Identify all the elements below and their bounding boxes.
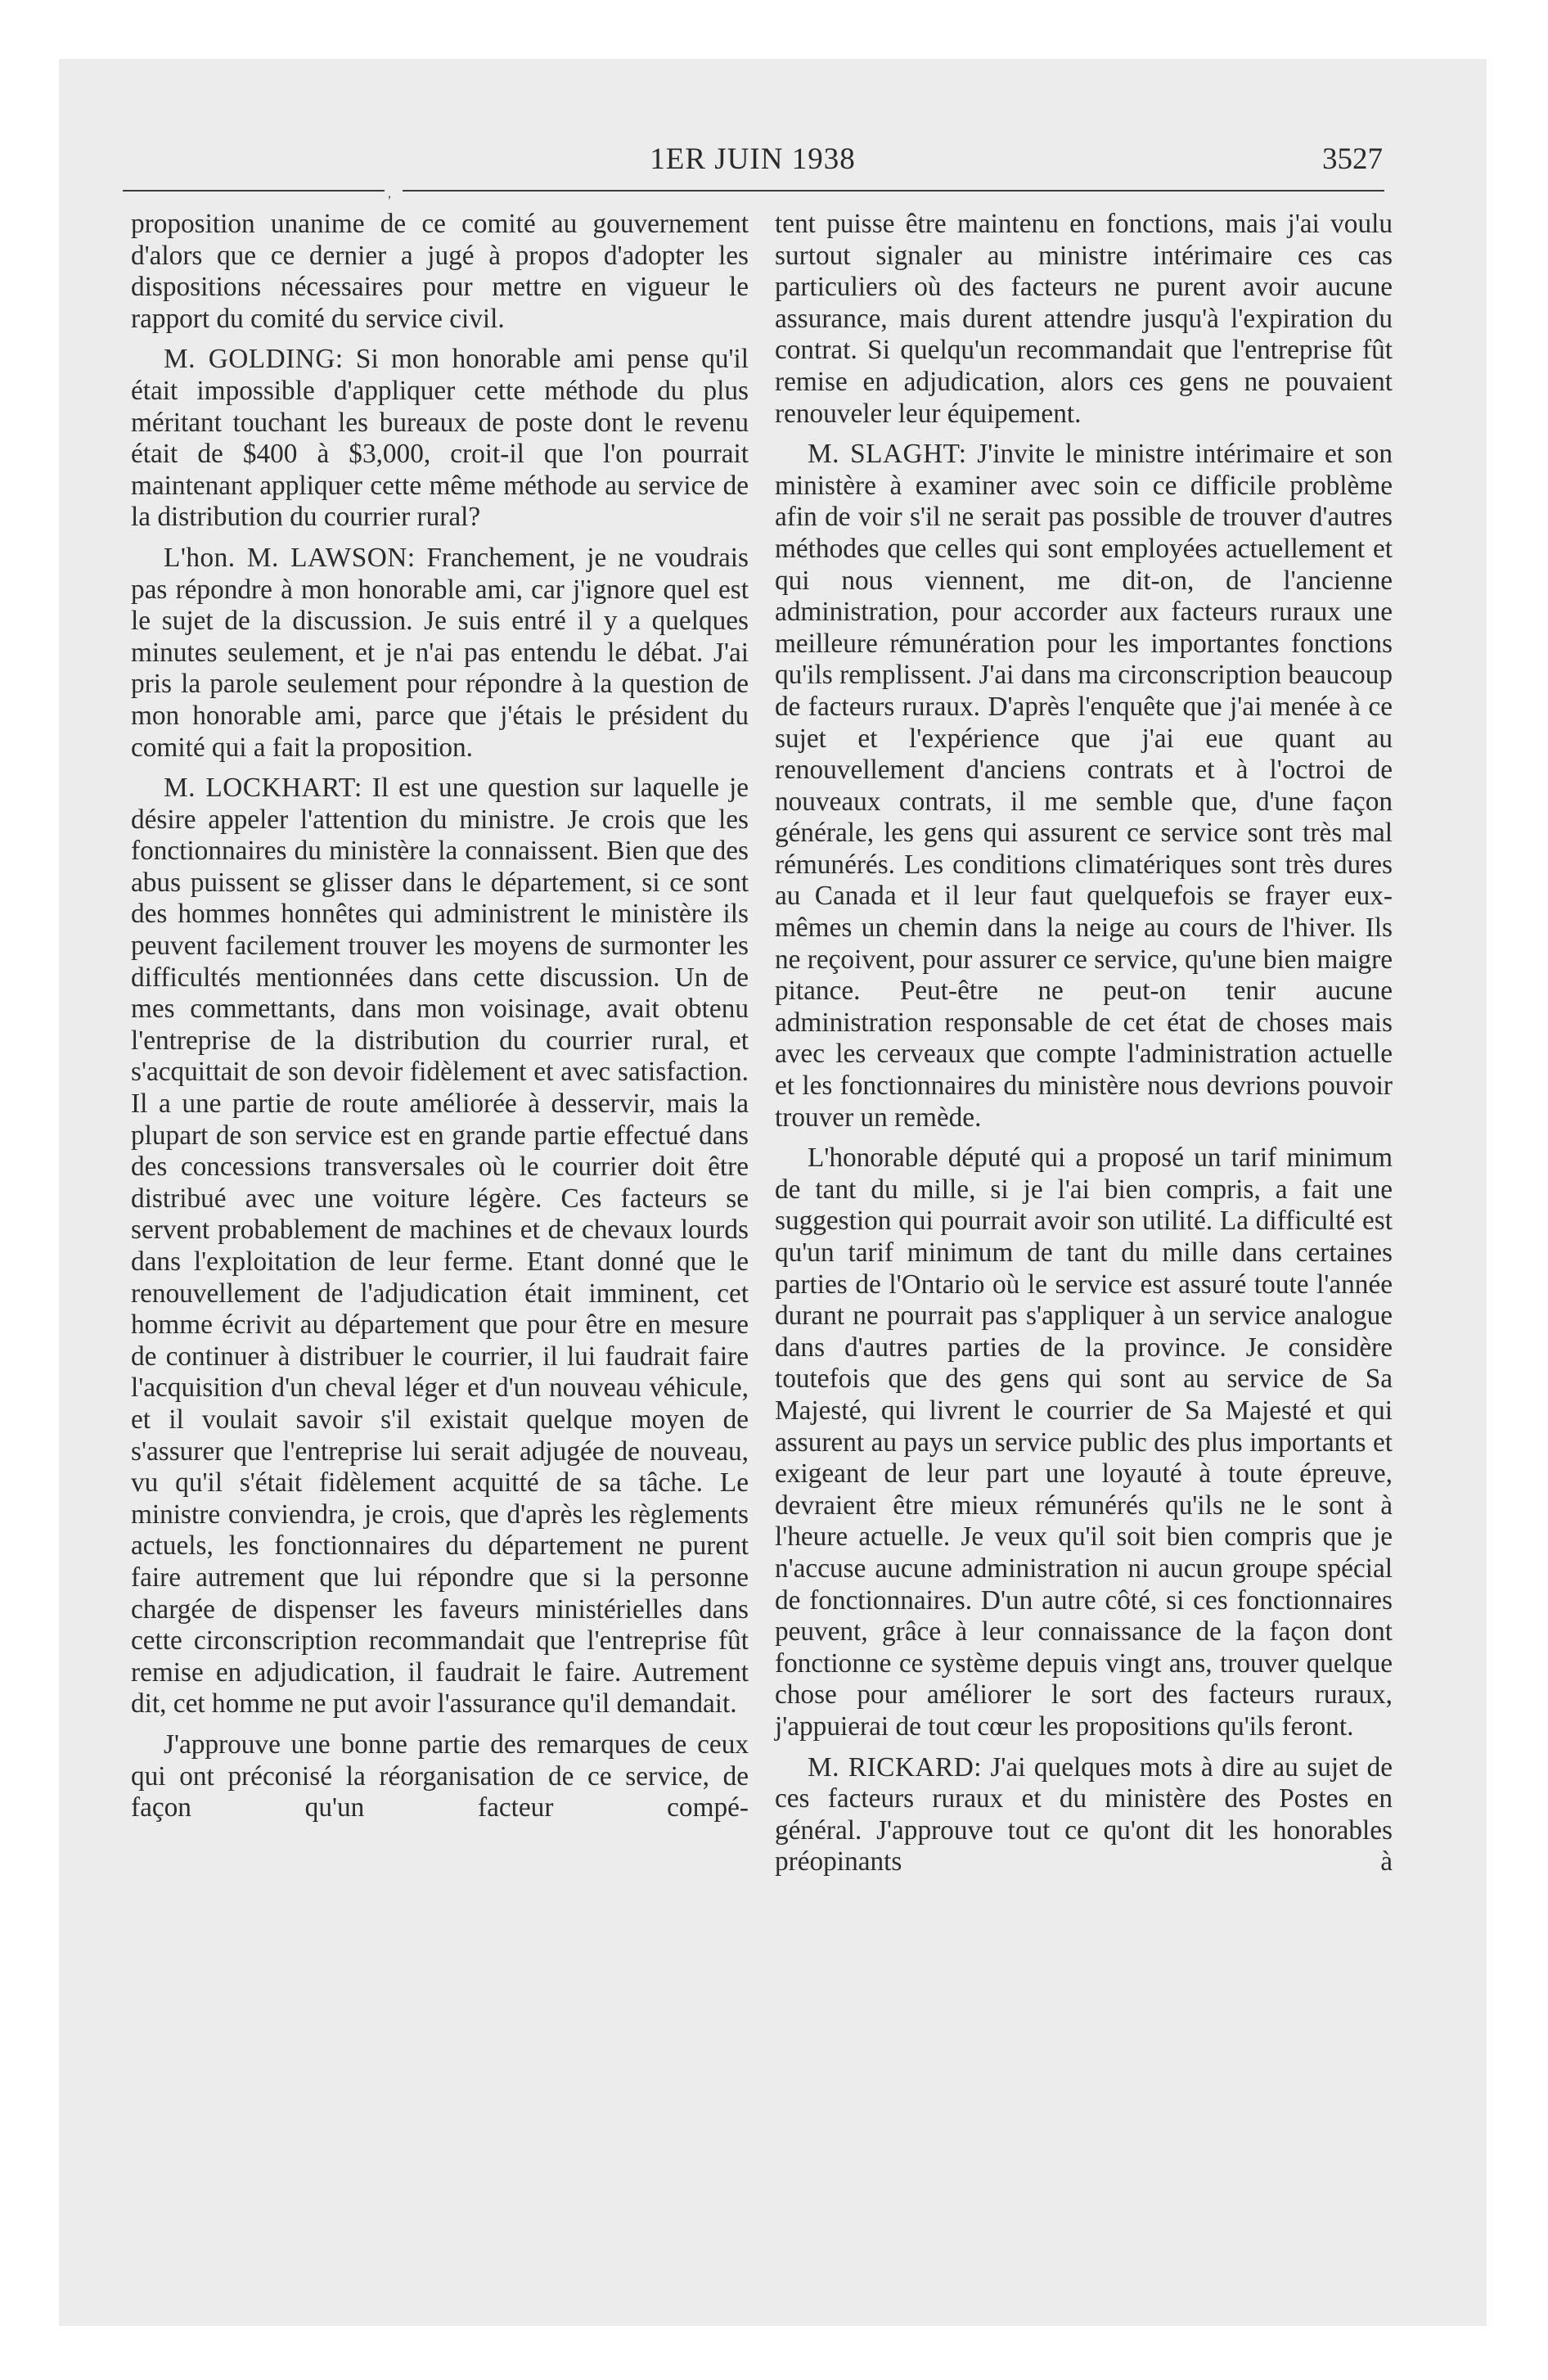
paragraph (775, 439, 1393, 1134)
page-number: 3527 (1322, 142, 1383, 176)
speaker-name: M. GOLDING: (164, 344, 344, 375)
paragraph (131, 773, 749, 1720)
left-column (131, 209, 749, 2304)
paragraph (131, 543, 749, 764)
header-rule-mark: , (388, 187, 391, 201)
paragraph: L'honorable député qui a proposé un tarif minimum de tant du mille, si je l'ai bien compris, a fait une suggestion qui pourrait avoir son utilité. La difficulté est qu'un tarif minimum de tant du mille dans certaines parties de l'Ontario où le service est assuré toute l'année durant ne pourrait pas s'appliquer à un service analogue dans d'autres parties de la province. Je considère toutefois que des gens qui sont au service de Sa Majesté, qui livrent le courrier de Sa Majesté et qui assurent au pays un service public des plus importants et exigeant de leur part une loyauté à toute épreuve, devraient être mieux rémunérés qu'ils ne le sont à l'heure actuelle. Je veux qu'il soit bien compris que je n'accuse aucune administration ni aucun groupe spécial de fonctionnaires. D'un autre côté, si ces fonctionnaires peuvent, grâce à leur connaissance de la façon dont fonctionne ce système depuis vingt ans, trouver quelque chose pour améliorer le sort des facteurs ruraux, j'appuierai de tout cœur les propositions qu'ils feront. (775, 1143, 1393, 1742)
paragraph (775, 1752, 1393, 1878)
header-rule-right (403, 190, 1384, 192)
speech-text: Si mon honorable ami pense qu'il était impossible d'appliquer cette méthode du plus méritant touchant les bureaux de poste dont le revenu était de $400 à $3,000, croit-il que l'on pourrait maintenant appliquer cette même méthode au service de la distribution du courrier rural? (131, 344, 749, 533)
paragraph (131, 344, 749, 534)
paragraph: tent puisse être maintenu en fonctions, mais j'ai voulu surtout signaler au ministre intérimaire ces cas particuliers où des facteurs ne purent avoir aucune assurance, mais durent attendre jusqu'à l'expiration du contrat. Si quelqu'un recommandait que l'entreprise fût remise en adjudication, alors ces gens ne pouvaient renouveler leur équipement. (775, 209, 1393, 429)
speech-text: Franchement, je ne voudrais pas répondre à mon honorable ami, car j'ignore quel est le sujet de la discussion. Je suis entré il y a quelques minutes seulement, et je n'ai pas entendu le débat. J'ai pris la parole seulement pour répondre à la question de mon honorable ami, parce que j'étais le président du comité qui a fait la proposition. (131, 542, 749, 763)
speech-text: J'ai quelques mots à dire au sujet de ces facteurs ruraux et du ministère des Postes en général. J'approuve tout ce qu'ont dit les honorables préopinants à (775, 1751, 1393, 1877)
speaker-name: M. LOCKHART: (164, 773, 362, 804)
header-date: 1ER JUIN 1938 (650, 142, 856, 176)
speech-text: Il est une question sur laquelle je désire appeler l'attention du ministre. Je crois que les fonctionnaires du ministère la connaissent. Bien que des abus puissent se glisser dans le département, si ce sont des hommes honnêtes qui administrent le ministère ils peuvent facilement trouver les moyens de surmonter les difficultés mentionnées dans cette discussion. Un de mes commettants, dans mon voisinage, avait obtenu l'entreprise de la distribution du courrier rural, et s'acquittait de son devoir fidèlement et avec satisfaction. Il a une partie de route améliorée à desservir, mais la plupart de son service est en grande partie effectué dans des concessions transversales où le courrier doit être distribué avec une voiture légère. Ces facteurs se servent probablement de machines et de chevaux lourds dans l'exploitation de leur ferme. Etant donné que le renouvellement de l'adjudication était imminent, cet homme écrivit au département que pour être en mesure de continuer à distribuer le courrier, il lui faudrait faire l'acquisition d'un cheval léger et d'un nouveau véhicule, et il voulait savoir s'il existait quelque moyen de s'assurer que l'entreprise lui serait adjugée de nouveau, vu qu'il s'était fidèlement acquitté de sa tâche. Le ministre conviendra, je crois, que d'après les règlements actuels, les fonctionnaires du département ne purent faire autrement que lui répondre que si la personne chargée de dispenser les faveurs ministérielles dans cette circonscription recommandait que l'entreprise fût remise en adjudication, il faudrait le faire. Autrement dit, cet homme ne put avoir l'assurance qu'il demandait. (131, 773, 749, 1720)
speaker-name: M. SLAGHT: (808, 439, 967, 470)
speech-text: J'invite le ministre intérimaire et son ministère à examiner avec soin ce difficile problème afin de voir s'il ne serait pas possible de trouver d'autres méthodes que celles qui sont employées actuellement et qui nous viennent, me dit-on, de l'ancienne administration, pour accorder aux facteurs ruraux une meilleure rémunération pour les importantes fonctions qu'ils remplissent. J'ai dans ma circonscription beaucoup de facteurs ruraux. D'après l'enquête que j'ai menée à ce sujet et l'expérience que j'ai eue quant au renouvellement d'anciens contrats et à l'octroi de nouveaux contrats, il me semble que, d'une façon générale, les gens qui assurent ce service sont très mal rémunérés. Les conditions climatériques sont très dures au Canada et il leur faut quelquefois se frayer eux-mêmes un chemin dans la neige au cours de l'hiver. Ils ne reçoivent, pour assurer ce service, qu'une bien maigre pitance. Peut-être ne peut-on tenir aucune administration responsable de cet état de choses mais avec les cerveaux que compte l'administration actuelle et les fonctionnaires du ministère nous devrions pouvoir trouver un remède. (775, 439, 1393, 1133)
speaker-name: M. RICKARD: (808, 1751, 982, 1783)
right-column (775, 209, 1393, 2304)
paragraph: proposition unanime de ce comité au gouvernement d'alors que ce dernier a jugé à propos d'adopter les dispositions nécessaires pour mettre en vigueur le rapport du comité du service civil. (131, 209, 749, 334)
speaker-name: L'hon. M. LAWSON: (164, 542, 416, 573)
header-rule-left (123, 190, 385, 192)
paragraph: J'approuve une bonne partie des remarques de ceux qui ont préconisé la réorganisation de ce service, de façon qu'un facteur compé- (131, 1729, 749, 1823)
page-header (123, 78, 1383, 176)
